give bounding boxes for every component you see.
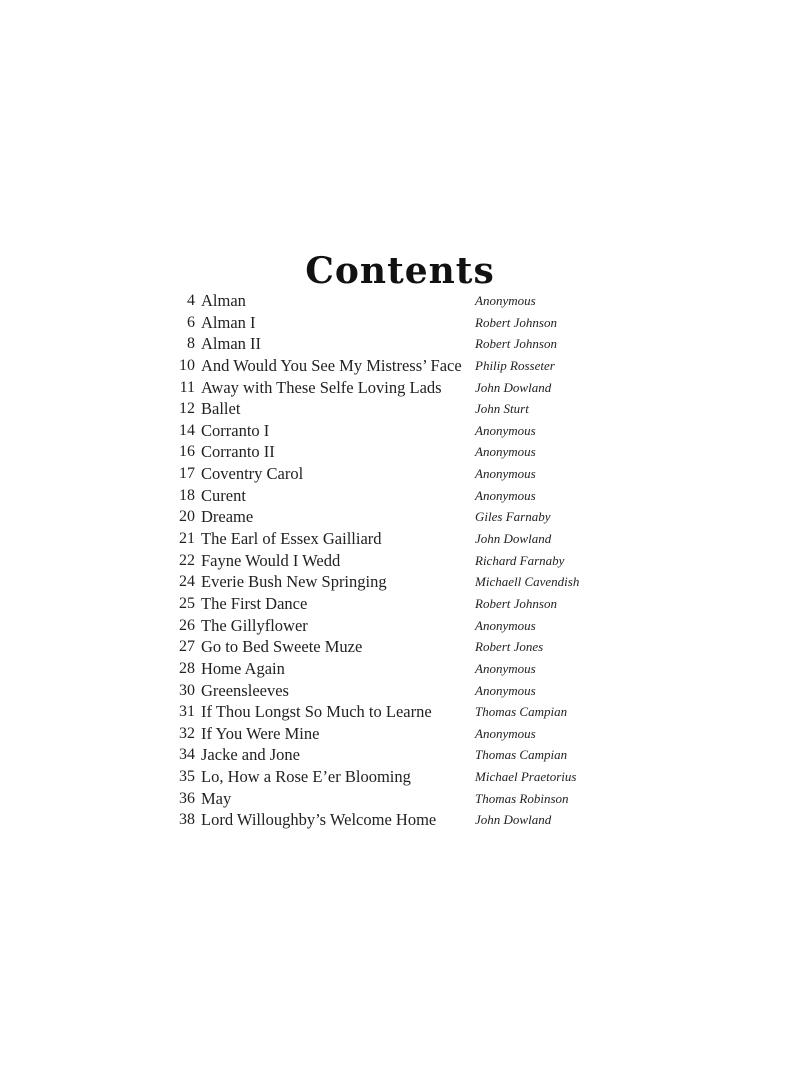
toc-page-number: 34 [179,746,195,764]
toc-composer: John Dowland [475,812,552,828]
toc-piece-title: May [201,788,232,808]
toc-piece-title: Fayne Would I Wedd [201,550,341,570]
toc-entry [160,615,620,637]
toc-page-number: 8 [187,335,195,353]
toc-piece-title: The Earl of Essex Gailliard [201,529,382,549]
toc-entry [160,571,620,593]
toc-piece-title: Away with These Selfe Loving Lads [201,377,442,397]
toc-entry [160,550,620,572]
toc-entry [160,485,620,507]
toc-page-number: 11 [179,378,195,396]
toc-piece-title: Jacke and Jone [201,745,300,765]
toc-piece-title: If Thou Longst So Much to Learne [201,702,432,722]
toc-page-number: 38 [179,811,195,829]
toc-page-number: 16 [179,443,195,461]
toc-entry [160,333,620,355]
toc-composer: Robert Johnson [475,336,557,352]
toc-entry [160,701,620,723]
toc-piece-title: Corranto II [201,442,275,462]
toc-piece-title: Home Again [201,658,285,678]
toc-page-number: 28 [179,659,195,677]
toc-entry [160,441,620,463]
toc-composer: Anonymous [475,422,536,438]
toc-entry [160,593,620,615]
toc-piece-title: Alman I [201,312,256,332]
toc-entry [160,290,620,312]
toc-page-number: 12 [179,400,195,418]
toc-entry [160,809,620,831]
toc-composer: Thomas Robinson [475,790,569,806]
toc-entry [160,636,620,658]
toc-composer: Giles Farnaby [475,509,551,525]
toc-piece-title: Coventry Carol [201,464,304,484]
toc-piece-title: Greensleeves [201,680,289,700]
toc-page-number: 24 [179,573,195,591]
toc-entry [160,463,620,485]
toc-page-number: 25 [179,594,195,612]
toc-composer: Michaell Cavendish [475,574,580,590]
toc-composer: Anonymous [475,444,536,460]
toc-page-number: 10 [179,356,195,374]
toc-page-number: 31 [179,703,195,721]
toc-piece-title: Ballet [201,399,241,419]
toc-composer: John Dowland [475,379,552,395]
toc-page-number: 18 [179,486,195,504]
toc-entry [160,312,620,334]
toc-list [160,290,620,831]
toc-piece-title: Corranto I [201,420,270,440]
toc-piece-title: Go to Bed Sweete Muze [201,637,363,657]
toc-entry [160,506,620,528]
toc-page-number: 30 [179,681,195,699]
toc-entry [160,744,620,766]
toc-entry [160,658,620,680]
toc-piece-title: The Gillyflower [201,615,308,635]
toc-composer: John Dowland [475,531,552,547]
toc-composer: Anonymous [475,660,536,676]
toc-page-number: 26 [179,616,195,634]
toc-composer: Anonymous [475,682,536,698]
toc-page-number: 22 [179,551,195,569]
toc-piece-title: Alman [201,291,246,310]
toc-composer: Thomas Campian [475,704,568,720]
toc-entry [160,355,620,377]
toc-composer: Robert Johnson [475,595,557,611]
toc-piece-title: Curent [201,485,246,505]
toc-composer: Richard Farnaby [475,552,565,568]
toc-piece-title: If You Were Mine [201,723,320,743]
toc-composer: Thomas Campian [475,747,568,763]
toc-piece-title: Alman II [201,334,262,354]
toc-composer: Anonymous [475,617,536,633]
toc-entry [160,377,620,399]
toc-entry [160,788,620,810]
toc-page-number: 35 [179,768,195,786]
toc-piece-title: Lord Willoughby’s Welcome Home [201,810,437,830]
toc-page-number: 36 [179,789,195,807]
toc-composer: John Sturt [475,401,529,417]
toc-page-number: 6 [187,313,195,331]
toc-entry [160,398,620,420]
toc-composer: Anonymous [475,725,536,741]
toc-entry [160,420,620,442]
toc-entry [160,766,620,788]
toc-composer: Anonymous [475,293,536,308]
toc-entry [160,528,620,550]
toc-entry [160,680,620,702]
toc-page-number: 32 [179,724,195,742]
toc-composer: Philip Rosseter [475,357,555,373]
toc-piece-title: And Would You See My Mistress’ Face [201,355,462,375]
toc-piece-title: Lo, How a Rose E’er Blooming [201,767,411,787]
toc-page-number: 20 [179,508,195,526]
toc-composer: Michael Praetorius [475,769,577,785]
toc-piece-title: Dreame [201,507,254,527]
toc-page-number: 14 [179,421,195,439]
toc-composer: Robert Jones [475,639,544,655]
toc-composer: Anonymous [475,466,536,482]
toc-page-number: 17 [179,465,195,483]
toc-entry [160,723,620,745]
toc-composer: Anonymous [475,487,536,503]
toc-piece-title: The First Dance [201,593,308,613]
toc-composer: Robert Johnson [475,314,557,330]
toc-piece-title: Everie Bush New Springing [201,572,387,592]
toc-page-number: 21 [179,530,195,548]
page-title: Contents [305,250,495,292]
toc-page-number: 4 [187,292,195,309]
toc-page-number: 27 [179,638,195,656]
